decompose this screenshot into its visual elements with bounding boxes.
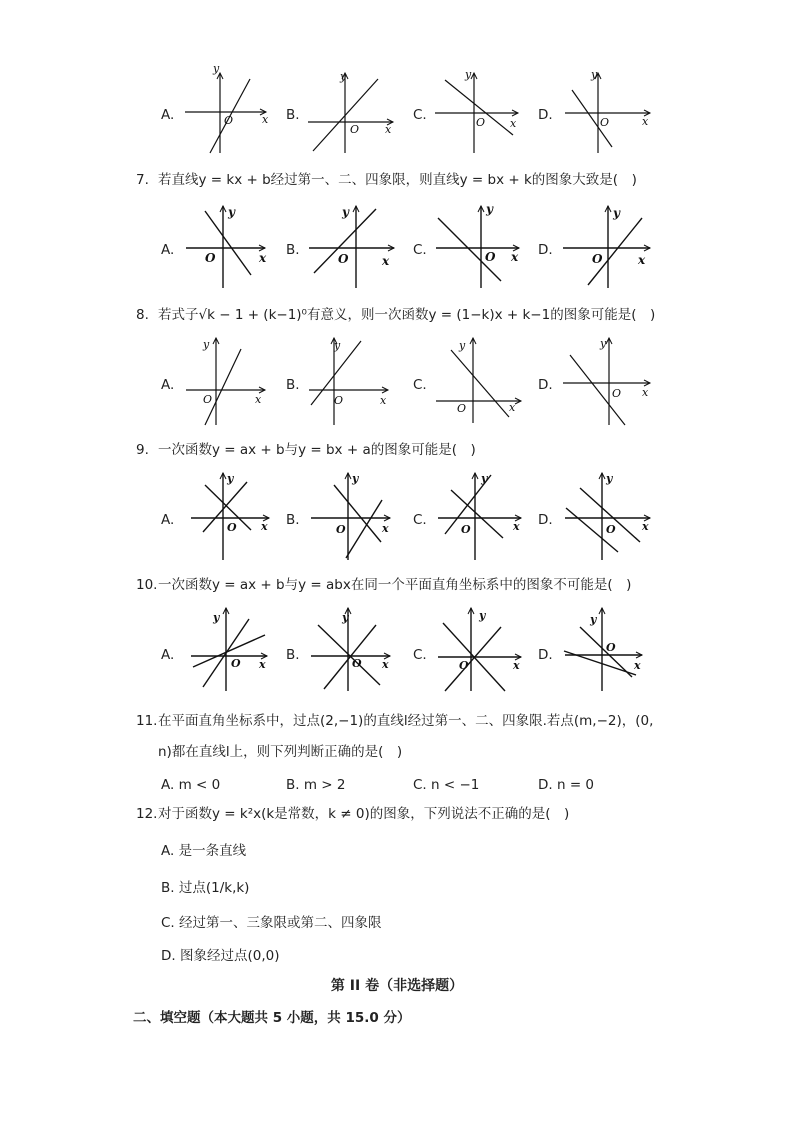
graph-q10-b [306,605,406,695]
choice-d-label: D. [538,242,553,258]
y-axis-label: y [613,206,620,220]
origin-label: O [476,116,486,129]
option-d: D. n = 0 [538,777,595,793]
graph-q9-a [183,470,283,565]
question-number: 10. [136,577,158,593]
origin-label: O [606,641,616,654]
graph-q7-d [560,203,660,293]
choice-a-label: A. [161,242,175,258]
question-number: 8. [136,307,149,323]
question-7 [136,174,637,188]
y-axis-label: y [465,68,472,81]
option-a: A. 是一条直线 [161,843,247,859]
graph-q8-a [183,335,283,430]
y-axis-label: y [352,472,359,485]
y-axis-label: y [591,68,598,81]
graph-q10-a [183,605,283,695]
graph-q9-c [433,470,533,565]
y-axis-label: y [486,202,493,216]
x-axis-label: x [634,659,641,672]
origin-label: O [203,393,213,406]
graph-q6-a [180,62,280,160]
choice-c-label: C. [413,242,427,258]
origin-label: O [338,252,349,266]
choice-b-label: B. [286,647,300,663]
choice-d-label: D. [538,512,553,528]
choice-a-label: A. [161,107,175,123]
origin-label: O [461,523,471,536]
graph-q8-b [306,335,406,430]
option-c: C. n < −1 [413,777,480,793]
question-11 [136,715,653,729]
graph-q6-c [430,65,530,160]
y-axis-label: y [600,337,607,350]
y-axis-label: y [606,472,613,485]
y-axis-label: y [479,609,486,622]
x-axis-label: x [385,123,392,136]
x-axis-label: x [382,522,389,535]
x-axis-label: x [382,254,390,268]
x-axis-label: x [510,117,517,130]
question-number: 12. [136,806,158,822]
y-axis-label: y [203,338,210,351]
question-text: 对于函数y = k²x(k是常数，k ≠ 0)的图象，下列说法不正确的是( ) [158,806,570,822]
graph-q7-c [433,203,533,293]
x-axis-label: x [513,659,520,672]
y-axis-label: y [342,611,349,624]
choice-b-label: B. [286,107,300,123]
origin-label: O [600,116,610,129]
choice-c-label: C. [413,647,427,663]
choice-a-label: A. [161,377,175,393]
origin-label: O [334,394,344,407]
y-axis-label: y [213,611,220,624]
graph-q7-b [306,203,406,293]
choice-c-label: C. [413,377,427,393]
origin-label: O [592,252,603,266]
y-axis-label: y [334,339,341,352]
graph-q7-a [183,203,283,293]
y-axis-label: y [459,339,466,352]
x-axis-label: x [642,115,649,128]
x-axis-label: x [259,251,267,265]
graph-q8-c [433,335,533,430]
origin-label: O [612,387,622,400]
choice-c-label: C. [413,107,427,123]
graph-q10-c [433,605,533,695]
choice-d-label: D. [538,107,553,123]
option-c: C. 经过第一、三象限或第二、四象限 [161,915,382,931]
choice-b-label: B. [286,242,300,258]
y-axis-label: y [481,472,488,485]
origin-label: O [459,659,469,672]
choice-d-label: D. [538,647,553,663]
choice-a-label: A. [161,647,175,663]
x-axis-label: x [509,401,516,414]
graph-q9-b [306,470,406,565]
graph-q6-d [560,65,660,160]
choice-b-label: B. [286,377,300,393]
origin-label: O [224,114,234,127]
question-10 [136,579,631,593]
question-text: 在平面直角坐标系中，过点(2,−1)的直线l经过第一、二、四象限.若点(m,−2)，(0, [158,713,654,729]
graph-q10-d [560,605,660,695]
x-axis-label: x [261,520,268,533]
section-2-heading: 二、填空题（本大题共 5 小题，共 15.0 分） [133,1010,411,1026]
option-b: B. 过点(1/k,k) [161,880,250,896]
x-axis-label: x [255,393,262,406]
question-11-line-2: n)都在直线l上，则下列判断正确的是( ) [158,744,403,760]
option-b: B. m > 2 [286,777,346,793]
question-9 [136,444,476,458]
choice-c-label: C. [413,512,427,528]
x-axis-label: x [642,520,649,533]
y-axis-label: y [342,205,349,219]
question-number: 9. [136,442,149,458]
x-axis-label: x [380,394,387,407]
origin-label: O [205,251,216,265]
origin-label: O [227,521,237,534]
graph-q8-d [560,335,660,430]
graph-q9-d [560,470,660,565]
x-axis-label: x [513,520,520,533]
origin-label: O [352,657,362,670]
x-axis-label: x [511,250,519,264]
graph-q6-b [303,65,403,160]
x-axis-label: x [262,113,269,126]
choice-d-label: D. [538,377,553,393]
origin-label: O [231,657,241,670]
origin-label: O [457,402,467,415]
question-12 [136,808,569,822]
origin-label: O [336,523,346,536]
origin-label: O [350,123,360,136]
origin-label: O [606,523,616,536]
y-axis-label: y [213,62,220,75]
option-d: D. 图象经过点(0,0) [161,948,280,964]
y-axis-label: y [228,205,235,219]
question-number: 11. [136,713,158,729]
choice-a-label: A. [161,512,175,528]
x-axis-label: x [638,253,646,267]
question-text: 一次函数y = ax + b与y = bx + a的图象可能是( ) [158,442,476,458]
choice-b-label: B. [286,512,300,528]
y-axis-label: y [227,472,234,485]
question-number: 7. [136,172,149,188]
x-axis-label: x [642,386,649,399]
part-2-title: 第 II 卷（非选择题） [330,978,464,994]
question-text: 若式子√k − 1 + (k−1)⁰有意义，则一次函数y = (1−k)x + k−1的图象可能是( ) [158,307,656,323]
question-text: 若直线y = kx + b经过第一、二、四象限，则直线y = bx + k的图象大致是( ) [158,172,637,188]
question-8 [136,309,655,323]
question-text: 一次函数y = ax + b与y = abx在同一个平面直角坐标系中的图象不可能是( ) [158,577,632,593]
option-a: A. m < 0 [161,777,221,793]
x-axis-label: x [382,658,389,671]
y-axis-label: y [590,613,597,626]
y-axis-label: y [340,70,347,83]
x-axis-label: x [259,658,266,671]
origin-label: O [485,250,496,264]
